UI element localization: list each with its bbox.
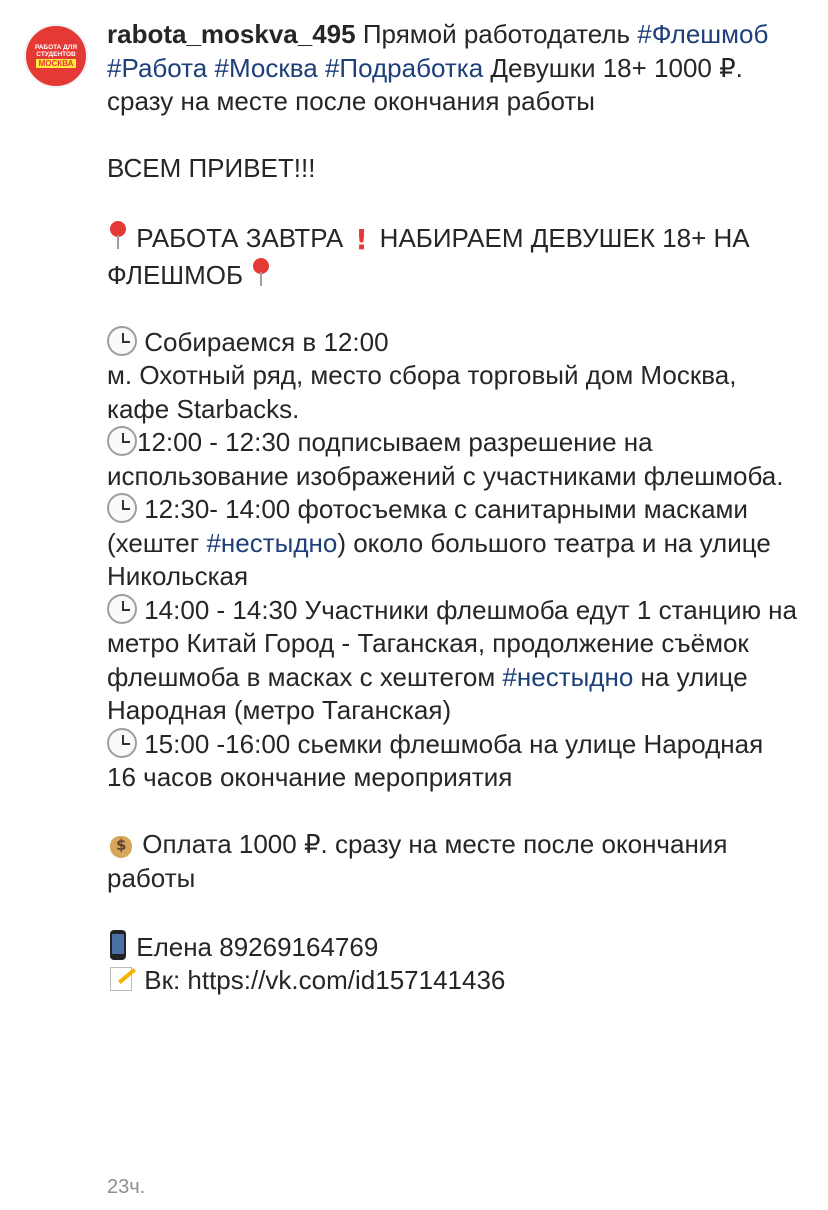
avatar-text-line-1: РАБОТА ДЛЯ	[34, 44, 78, 51]
clock-icon	[107, 728, 137, 758]
mobile-phone-icon	[107, 929, 129, 961]
hashtag-nestydno[interactable]: #нестыдно	[206, 527, 338, 558]
hashtag-nestydno[interactable]: #нестыдно	[502, 661, 634, 692]
contact-vk-link[interactable]: Вк: https://vk.com/id157141436	[137, 965, 506, 995]
schedule-step-2-b: ) около большого театра и на улице Никольская	[107, 527, 779, 591]
exclamation-icon: !	[355, 223, 368, 256]
announce-text-b: НАБИРАЕМ ДЕВУШЕК 18+ НА ФЛЕШМОБ	[107, 223, 757, 290]
money-bag-icon	[107, 828, 135, 858]
hashtag-work[interactable]: #Работа	[107, 52, 208, 83]
clock-icon	[107, 426, 137, 456]
payment-text: Оплата 1000 ₽. сразу на месте после окончания работы	[107, 829, 735, 893]
meeting-place-text: м. Охотный ряд, место сбора торговый дом Москва, кафе Starbacks.	[107, 360, 744, 424]
avatar-text-city: МОСКВА	[36, 59, 77, 68]
caption-intro-tail: Девушки 18+ 1000 ₽. сразу на месте после окончания работы	[107, 52, 751, 116]
greeting-text: ВСЕМ ПРИВЕТ!!!	[107, 153, 316, 183]
schedule-step-1: 12:00 - 12:30 подписываем разрешение на использование изображений с участниками флешмоба.	[107, 427, 784, 491]
round-pushpin-icon	[107, 219, 129, 251]
clock-icon	[107, 594, 137, 624]
schedule-step-3-a: 14:00 - 14:30 Участники флешмоба едут 1 станцию на метро Китай Город - Таганская, продолжение съёмок флешмоба в масках с хештегом	[107, 594, 805, 692]
caption-intro: Прямой работодатель	[355, 19, 638, 49]
post-caption	[107, 18, 803, 998]
clock-icon	[107, 493, 137, 523]
hashtag-moscow[interactable]: #Москва	[214, 52, 318, 83]
contact-phone-text[interactable]: Елена 89269164769	[129, 931, 379, 962]
memo-icon	[107, 964, 137, 994]
hashtag-parttime[interactable]: #Подработка	[324, 52, 484, 83]
hashtag-flashmob[interactable]: #Флешмоб	[637, 19, 769, 49]
event-end-text: 16 часов окончание мероприятия	[107, 762, 513, 792]
clock-icon	[107, 326, 137, 356]
round-pushpin-icon	[250, 256, 272, 288]
avatar-text-line-2: СТУДЕНТОВ	[36, 51, 76, 58]
post-timestamp: 23ч.	[107, 1176, 146, 1198]
schedule-step-2-a: 12:30- 14:00 фотосъемка с санитарными масками (хештег	[107, 494, 756, 558]
schedule-step-3-b: на улице Народная (метро Таганская)	[107, 661, 755, 725]
announce-text-a: РАБОТА ЗАВТРА	[129, 223, 351, 253]
profile-avatar[interactable]	[24, 24, 88, 88]
username-link[interactable]: rabota_moskva_495	[107, 19, 356, 49]
gather-time-text: Собираемся в 12:00	[137, 326, 389, 357]
schedule-step-4: 15:00 -16:00 сьемки флешмоба на улице Народная	[137, 728, 764, 759]
